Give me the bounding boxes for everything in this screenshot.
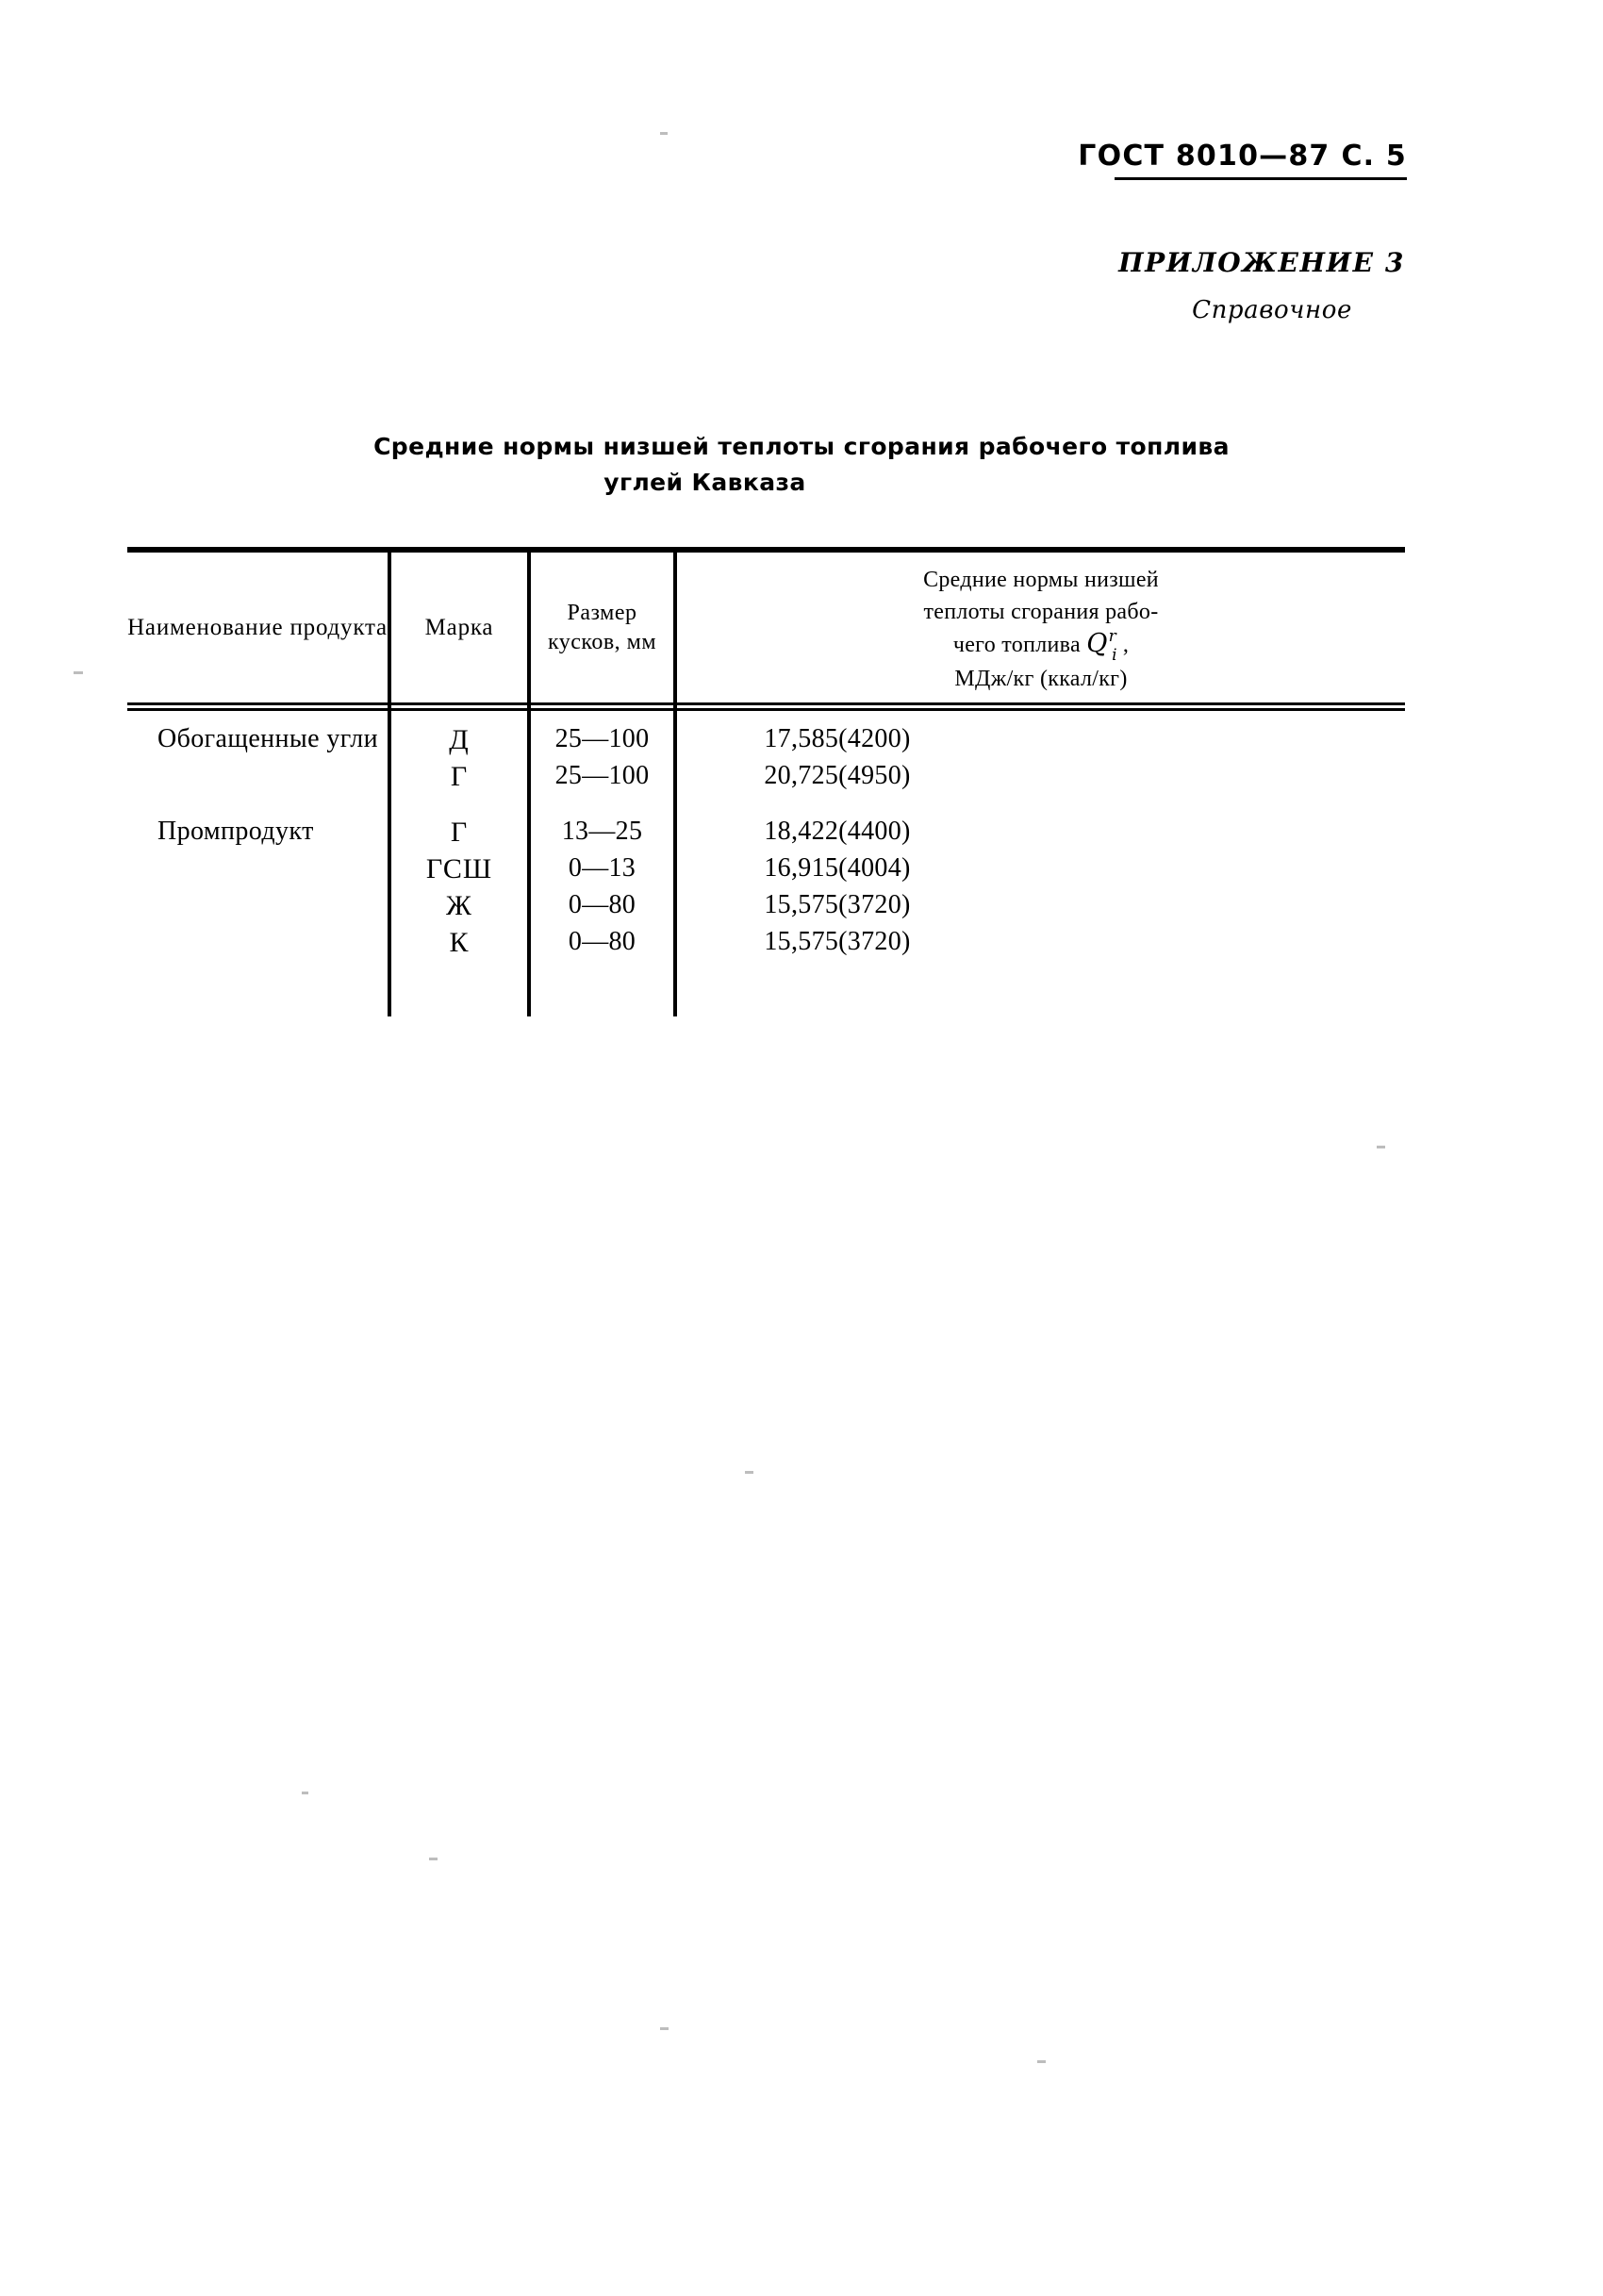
column-header-heat-line-1: Средние нормы низшей [923,568,1159,592]
cell-mark: Ж [446,890,472,921]
appendix-title: ПРИЛОЖЕНИЕ 3 [1118,247,1405,278]
table-caption [0,429,1603,501]
table-row [127,817,1405,853]
cell-size: 25—100 [554,724,650,753]
table-row [127,853,1405,890]
cell-heat: 16,915(4004) [764,853,911,883]
cell-size: 13—25 [561,817,643,846]
column-header-heat-line-4: МДж/кг (ккал/кг) [954,667,1128,691]
cell-size: 0—80 [568,927,636,956]
cell-product: Промпродукт [157,817,314,846]
column-header-mark [391,553,527,702]
scan-speck [429,1858,438,1860]
heat-formula-subscript: i [1112,646,1117,665]
column-header-size [531,553,673,702]
column-header-heat-line-3-comma: , [1122,633,1130,657]
scan-speck [1037,2060,1046,2063]
appendix-subtitle: Справочное [1192,296,1352,324]
table-row [127,761,1405,798]
cell-heat: 17,585(4200) [764,724,911,753]
table-header-rule [127,702,1405,711]
page-number: С. 5 [1341,140,1407,173]
scan-speck [660,2027,669,2030]
cell-heat: 15,575(3720) [764,927,911,956]
table-row [127,724,1405,761]
cell-size: 0—80 [568,890,636,919]
column-header-size-line-1: Размер [567,600,637,625]
heat-formula-superscript: r [1108,627,1117,646]
scan-speck [302,1792,308,1794]
column-header-heat-line-3-text: чего топлива [952,633,1081,657]
table-caption-line-1: Средние нормы низшей теплоты сгорания рабочего топлива [373,433,1230,460]
cell-mark: Д [449,724,470,755]
column-header-product-label: Наименование продукта [127,614,388,640]
cell-mark: ГСШ [425,853,493,884]
cell-size: 25—100 [554,761,650,790]
scan-speck [660,132,668,135]
standard-number: ГОСТ 8010—87 [1078,140,1330,173]
table-body [127,711,1405,1016]
column-header-size-line-2: кусков, мм [547,629,657,654]
column-header-heat-line-3 [677,628,1405,663]
table-row [127,927,1405,964]
heat-formula [1086,628,1123,663]
coal-heat-table [127,547,1405,1018]
cell-heat: 15,575(3720) [764,890,911,919]
column-header-mark-label: Марка [424,614,494,640]
scan-speck [74,671,83,674]
cell-mark: К [449,927,470,958]
table-row [127,890,1405,927]
column-header-product [127,553,388,702]
table-caption-line-2: углей Кавказа [603,469,806,496]
heat-formula-base: Q [1086,629,1108,658]
cell-size: 0—13 [568,853,636,883]
column-header-heat [677,553,1405,702]
scan-speck [1377,1146,1385,1148]
cell-heat: 20,725(4950) [764,761,911,790]
cell-mark: Г [450,817,469,848]
header-divider [1115,177,1407,180]
column-header-heat-line-2: теплоты сгорания рабо- [923,600,1159,624]
table-group-middlings [127,817,1405,964]
scan-speck [745,1471,753,1474]
cell-product: Обогащенные угли [157,724,378,753]
cell-mark: Г [450,761,469,792]
table-group-enriched-coal [127,724,1405,798]
running-head [1078,140,1407,173]
cell-heat: 18,422(4400) [764,817,911,846]
